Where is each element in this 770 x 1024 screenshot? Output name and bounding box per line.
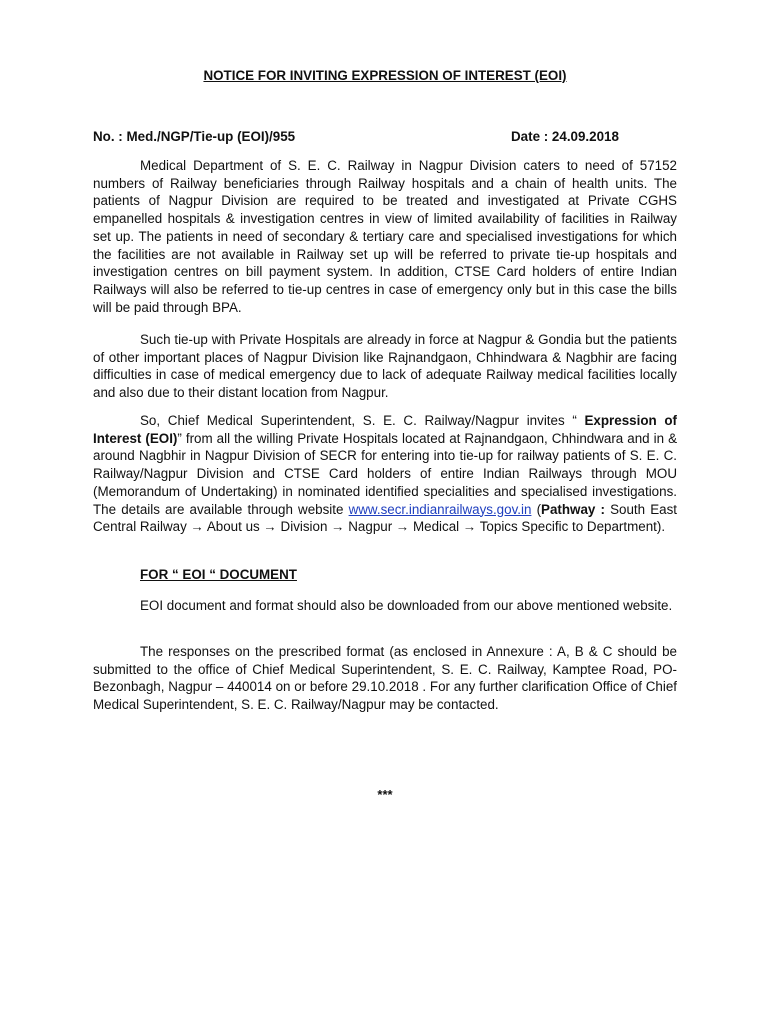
website-link[interactable]: www.secr.indianrailways.gov.in [348, 501, 532, 517]
pathway-label: Pathway : [541, 501, 605, 517]
section-heading-eoi-document: FOR “ EOI “ DOCUMENT [140, 567, 297, 582]
notice-title: NOTICE FOR INVITING EXPRESSION OF INTEREST (EOI) [203, 68, 567, 83]
paragraph-submission: The responses on the prescribed format (as enclosed in Annexure : A, B & C should be submitted to the office of Chief Medical Superintendent, S. E. C. Railway, Kamptee Road, PO- Bezonbagh, Nagpur – 440014 on or before 29.10.2018 . For any further clarification Office of Chief Medical Superintendent, S. E. C. Railway/Nagpur may be contacted. [93, 644, 677, 713]
invitation-text-start: So, Chief Medical Superintendent, S. E. C. Railway/Nagpur invites “ [140, 413, 585, 428]
paragraph-existing-tieups: Such tie-up with Private Hospitals are already in force at Nagpur & Gondia but the patients of other important places of Nagpur Division like Rajnandgaon, Chhindwara & Nagbhir are facing difficulties in case of medical emergency due to lack of adequate Railway medical facilities locally and also due to their distant location from Nagpur. [93, 332, 677, 401]
paragraph-download: EOI document and format should also be downloaded from our above mentioned website. [140, 598, 673, 613]
reference-number: No. : Med./NGP/Tie-up (EOI)/955 [93, 129, 296, 144]
notice-date: Date : 24.09.2018 [511, 129, 619, 144]
pathway-open: ( [531, 501, 542, 517]
end-mark: *** [377, 787, 393, 802]
paragraph-invitation [93, 412, 677, 536]
eoi-bold-text: Expression of Interest (EOI) [93, 413, 677, 446]
invitation-text-body: ” from all the willing Private Hospitals located at Rajnandgaon, Chhindwara and in & around Nagbhir in Nagpur Division of SECR for entering into tie-up for railway patients of S. E. C. Railway/Nagpur Division and CTSE Card holders of entire Indian Railways through MOU (Memorandum of Undertaking) in nominated identified specialities and specialised investigations. The details are available through website [93, 430, 678, 517]
paragraph-intro: Medical Department of S. E. C. Railway in Nagpur Division caters to need of 57152 numbers of Railway beneficiaries through Railway hospitals and a chain of health units. The patients of Nagpur Division are required to be treated and investigated at Private CGHS empanelled hospitals & investigation centres in view of limited availability of facilities in Railway set up. The patients in need of secondary & tertiary care and specialised investigations for which the facilities are not available in Railway set up will be referred to private tie-up hospitals and investigation centres on bill payment system. In addition, CTSE Card holders of entire Indian Railways will also be referred to tie-up centres in case of emergency only but in this case the bills will be paid through BPA. [93, 158, 677, 315]
pathway-text: South East Central Railway → About us → Division → Nagpur → Medical → Topics Specific to Department). [93, 501, 677, 535]
